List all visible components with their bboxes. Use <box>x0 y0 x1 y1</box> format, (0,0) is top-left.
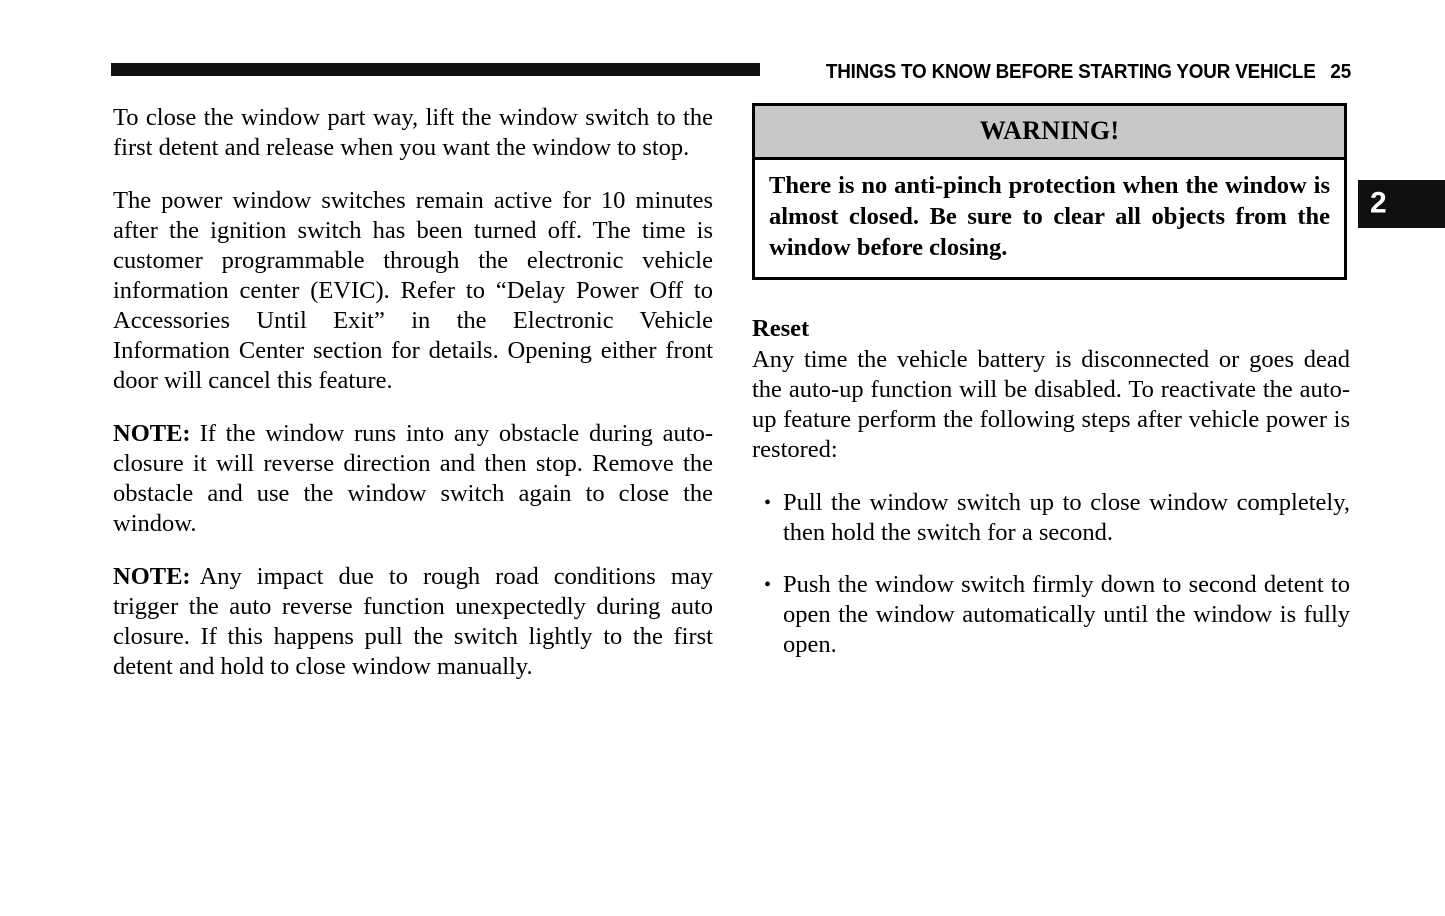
note-label: NOTE: <box>113 563 191 590</box>
warning-body <box>755 160 1344 277</box>
left-text-column <box>113 103 713 682</box>
warning-box <box>752 103 1347 280</box>
note-paragraph <box>113 419 713 539</box>
header-page-number: 25 <box>1330 60 1351 83</box>
header-rule <box>111 63 760 76</box>
header-section-title: THINGS TO KNOW BEFORE STARTING YOUR VEHICLE <box>825 60 1316 83</box>
section-heading-reset: Reset <box>752 315 810 342</box>
paragraph-text: The power window switches remain active for 10 minutes after the ignition switch has been turned off. The time is customer programmable through the electronic vehicle information center (EVIC). Refer to “Delay Power Off to Accessories Until Exit” in the Electronic Vehicle Information Center section for details. Opening either front door will cancel this feature. <box>113 187 713 394</box>
reset-steps-list <box>752 488 1350 660</box>
page-header <box>111 60 1351 86</box>
list-item-text: Pull the window switch up to close window completely, then hold the switch for a second. <box>783 489 1350 546</box>
list-item <box>752 570 1350 660</box>
right-text-column <box>752 103 1350 660</box>
paragraph <box>113 186 713 396</box>
note-label: NOTE: <box>113 420 191 447</box>
note-paragraph <box>113 562 713 682</box>
paragraph <box>113 103 713 163</box>
paragraph-text: To close the window part way, lift the window switch to the first detent and release when you want the window to stop. <box>113 104 713 161</box>
bullet-icon: • <box>764 574 772 596</box>
paragraph: Any time the vehicle battery is disconnected or goes dead the auto-up function will be disabled. To reactivate the auto-up feature perform the following steps after vehicle power is restored: <box>752 346 1350 463</box>
page-title <box>826 60 1351 84</box>
chapter-tab <box>1358 180 1445 228</box>
warning-heading: WARNING! <box>755 106 1344 160</box>
paragraph-text: If the window runs into any obstacle during auto-closure it will reverse direction and then stop. Remove the obstacle and use the window switch again to close the window. <box>113 420 713 537</box>
chapter-tab-number: 2 <box>1370 186 1387 220</box>
list-item-text: Push the window switch firmly down to second detent to open the window automatically until the window is fully open. <box>783 571 1350 658</box>
paragraph-text: Any impact due to rough road conditions may trigger the auto reverse function unexpectedly during auto closure. If this happens pull the switch lightly to the first detent and hold to close window manually. <box>113 563 713 680</box>
warning-text: There is no anti-pinch protection when the window is almost closed. Be sure to clear all objects from the window before closing. <box>769 172 1330 261</box>
bullet-icon: • <box>764 492 772 514</box>
list-item <box>752 488 1350 548</box>
